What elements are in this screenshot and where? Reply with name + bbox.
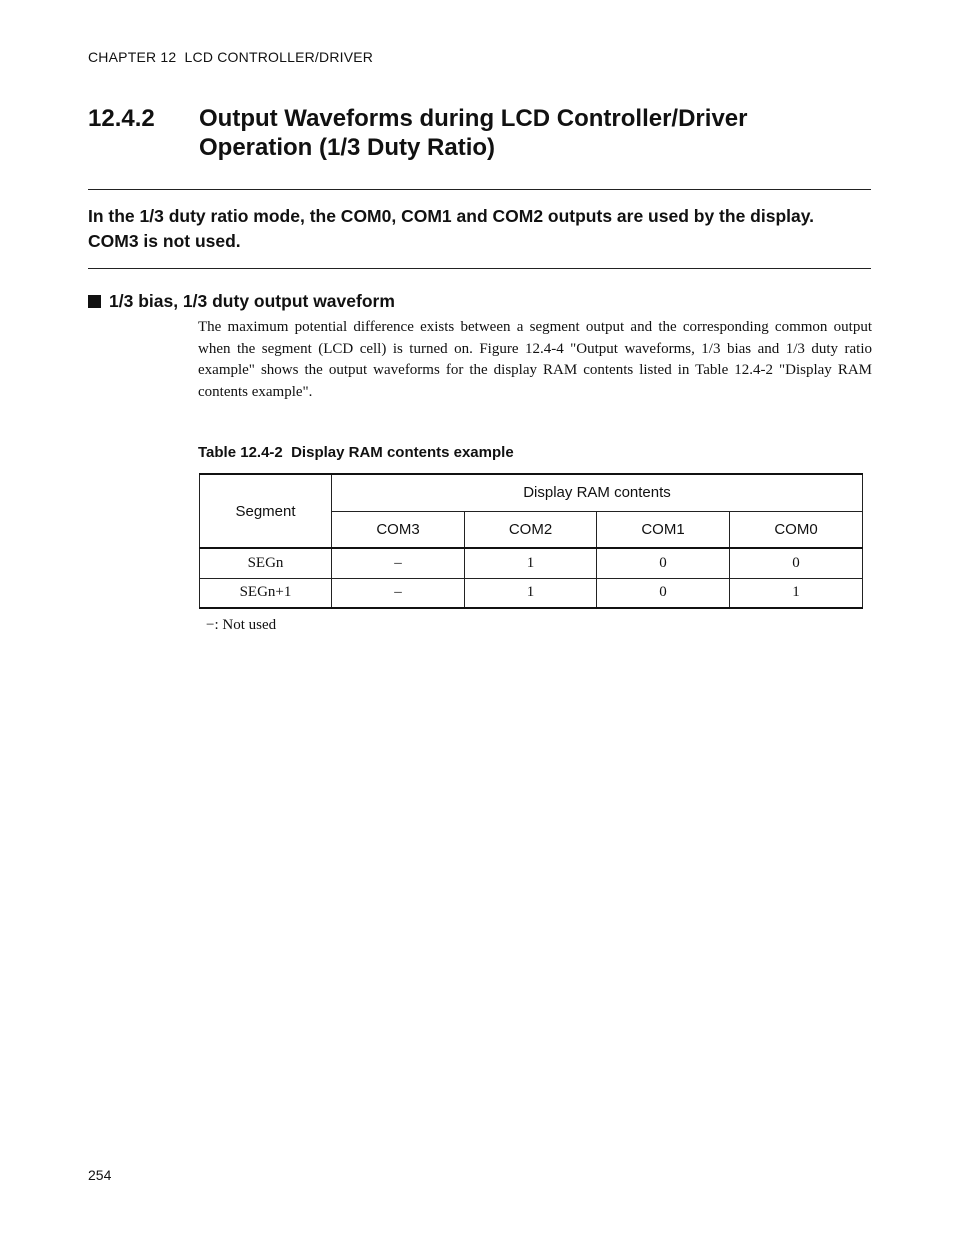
table-caption: Table 12.4-2 Display RAM contents example [198, 444, 514, 461]
table-cell: 1 [730, 578, 863, 608]
display-ram-table [199, 473, 863, 609]
top-rule [88, 189, 871, 190]
table-footnote: −: Not used [206, 617, 277, 633]
subsection-title: 1/3 bias, 1/3 duty output waveform [109, 291, 395, 311]
summary-box [88, 204, 878, 254]
display-ram-contents-header: Display RAM contents [332, 474, 863, 511]
table-cell: 1 [465, 548, 597, 578]
section-title [199, 104, 839, 162]
segment-cell: SEGn [200, 548, 332, 578]
segment-header: Segment [200, 474, 332, 548]
body-paragraph: The maximum potential difference exists between a segment output and the corresponding common output when the segment (LCD cell) is turned on. Figure 12.4-4 "Output waveforms, 1/3 bias and 1/3 duty ratio example" shows the output waveforms for the display RAM contents listed in Table 12.4-2 "Display RAM contents example". [198, 319, 872, 401]
column-header-com3: COM3 [332, 511, 465, 548]
section-number: 12.4.2 [88, 105, 155, 132]
section-title-line-1: Output Waveforms during LCD Controller/Driver [199, 105, 748, 132]
summary-line-2: COM3 is not used. [88, 231, 241, 251]
column-header-com0: COM0 [730, 511, 863, 548]
subsection-heading [88, 291, 395, 312]
page-number: 254 [88, 1167, 112, 1183]
table-cell: 1 [465, 578, 597, 608]
black-square-icon [88, 295, 101, 308]
table-row [200, 548, 863, 578]
table-cell: 0 [730, 548, 863, 578]
bottom-rule [88, 268, 871, 269]
column-header-com1: COM1 [597, 511, 730, 548]
summary-line-1: In the 1/3 duty ratio mode, the COM0, COM1 and COM2 outputs are used by the display. [88, 206, 815, 226]
column-header-com2: COM2 [465, 511, 597, 548]
table-cell: – [332, 578, 465, 608]
table-cell: 0 [597, 548, 730, 578]
table-cell: – [332, 548, 465, 578]
table-cell: 0 [597, 578, 730, 608]
section-title-line-2: Operation (1/3 Duty Ratio) [199, 134, 496, 161]
table-row [200, 578, 863, 608]
segment-cell: SEGn+1 [200, 578, 332, 608]
running-header: CHAPTER 12 LCD CONTROLLER/DRIVER [88, 49, 374, 65]
